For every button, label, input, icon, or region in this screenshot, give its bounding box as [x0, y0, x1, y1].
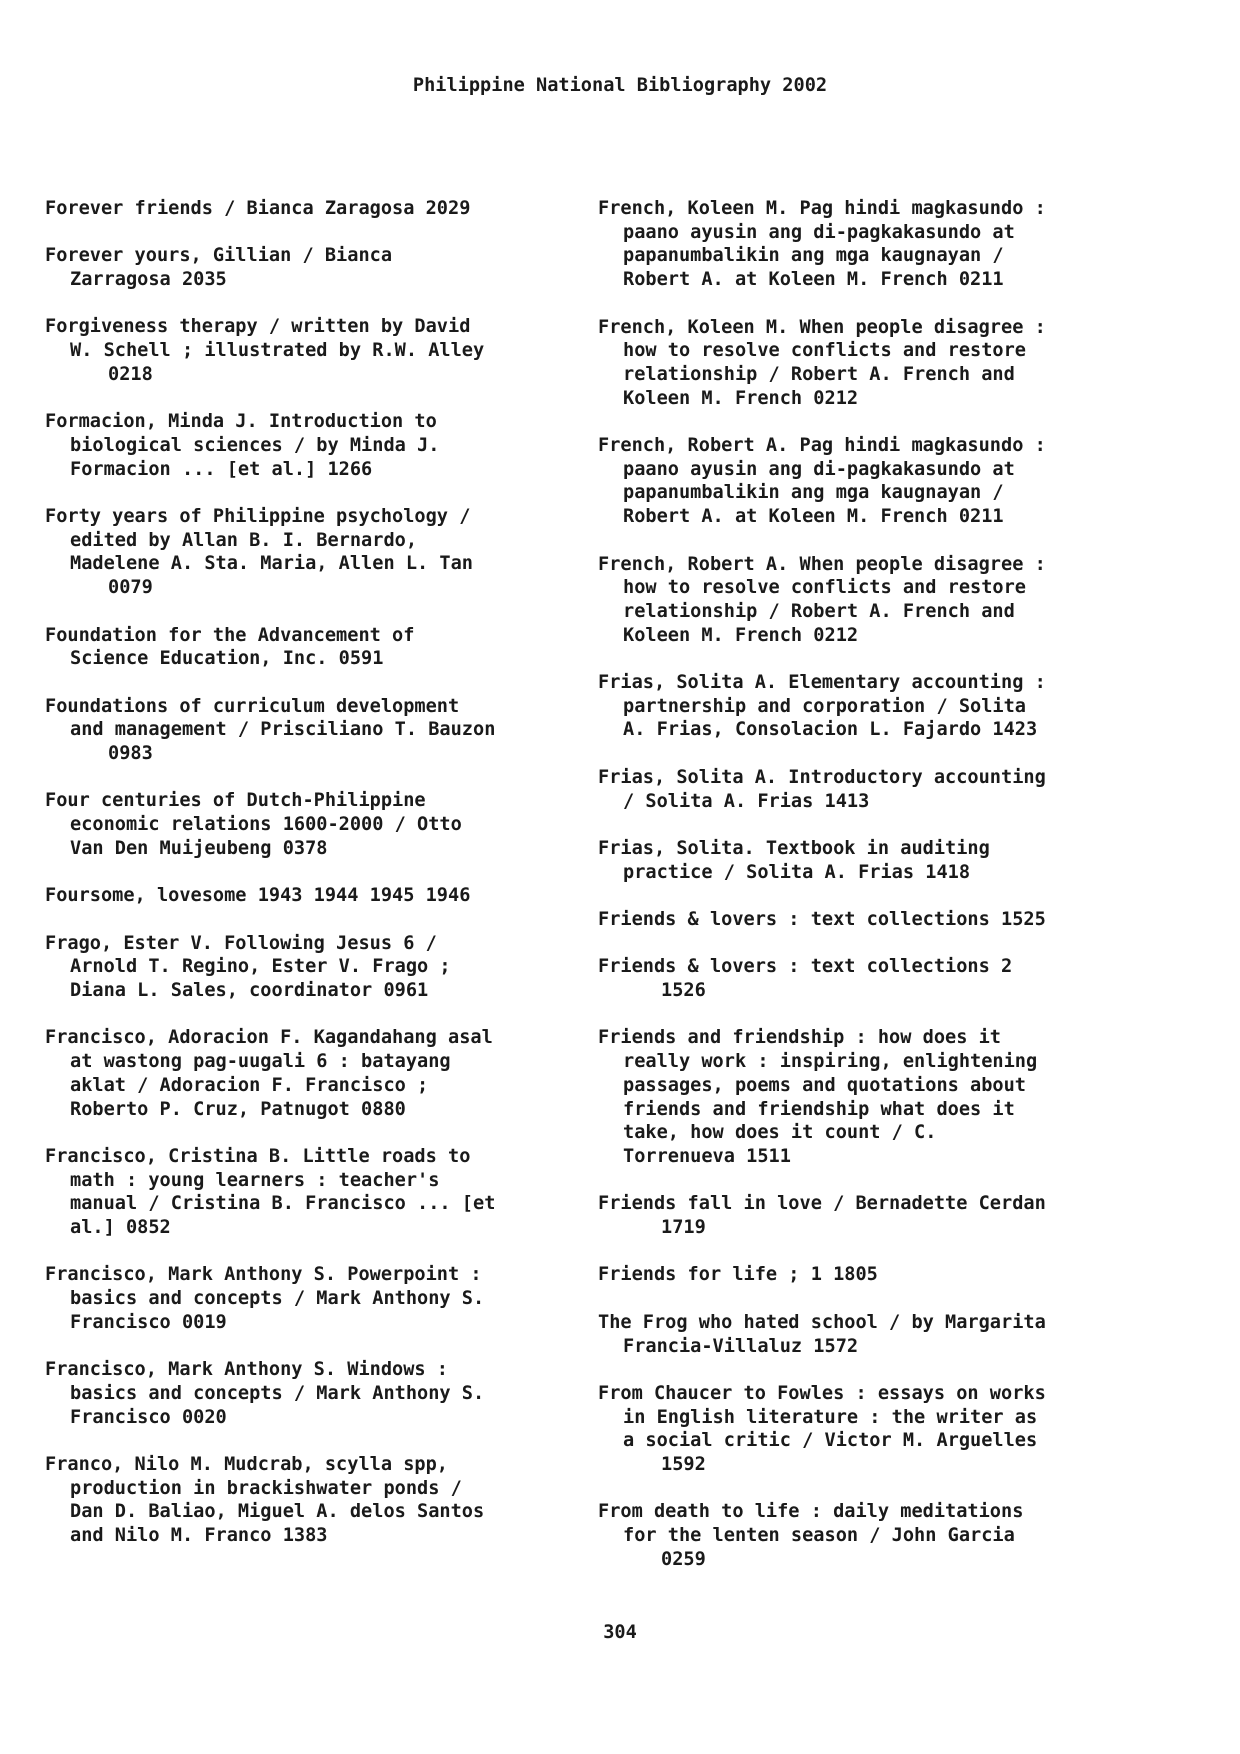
index-entry — [45, 410, 605, 481]
entry-heading-line: Franco, Nilo M. Mudcrab, scylla spp, — [45, 1454, 448, 1476]
entry-continuation-line: A. Frias, Consolacion L. Fajardo 1423 — [623, 719, 1038, 741]
entry-continuation-line: 1719 — [661, 1217, 706, 1239]
entry-continuation-line: and management / Prisciliano T. Bauzon — [70, 719, 496, 741]
entry-continuation-line: partnership and corporation / Solita — [623, 695, 1026, 717]
index-entry — [598, 316, 1158, 411]
entry-heading-line: Forever friends / Bianca Zaragosa 2029 — [45, 198, 471, 219]
entry-continuation-line: biological sciences / by Minda J. — [70, 434, 440, 456]
entry-heading-line: French, Koleen M. Pag hindi magkasundo : — [598, 198, 1046, 219]
entry-heading-line: Frias, Solita A. Introductory accounting — [598, 766, 1046, 788]
index-entry — [598, 553, 1158, 648]
entry-continuation-line: how to resolve conflicts and restore — [623, 340, 1026, 362]
index-entry — [45, 505, 605, 600]
entry-continuation-line: in English literature : the writer as — [623, 1406, 1038, 1428]
entry-continuation-line: 1526 — [661, 980, 706, 1002]
index-entry — [45, 1453, 605, 1548]
index-entry — [598, 908, 1158, 932]
entry-heading-line: French, Koleen M. When people disagree : — [598, 316, 1046, 338]
entry-continuation-line: W. Schell ; illustrated by R.W. Alley — [70, 340, 485, 362]
index-entry — [598, 1311, 1158, 1358]
entry-continuation-line: Madelene A. Sta. Maria, Allen L. Tan — [70, 553, 473, 575]
entry-continuation-line: Francisco 0020 — [70, 1406, 227, 1428]
entry-continuation-line: passages, poems and quotations about — [623, 1074, 1026, 1096]
index-entry — [598, 434, 1158, 529]
index-entry — [598, 1263, 1158, 1287]
entry-continuation-line: production in brackishwater ponds / — [70, 1477, 462, 1499]
entry-continuation-line: Science Education, Inc. 0591 — [70, 648, 384, 670]
page-number: 304 — [603, 1622, 637, 1643]
entry-heading-line: From death to life : daily meditations — [598, 1501, 1024, 1523]
entry-continuation-line: basics and concepts / Mark Anthony S. — [70, 1288, 485, 1310]
entry-heading-line: French, Robert A. Pag hindi magkasundo : — [598, 435, 1046, 456]
entry-heading-line: Forever yours, Gillian / Bianca — [45, 245, 393, 267]
index-entry — [598, 955, 1158, 1002]
entry-heading-line: From Chaucer to Fowles : essays on works — [598, 1382, 1046, 1404]
entry-continuation-line: Dan D. Baliao, Miguel A. delos Santos — [70, 1501, 485, 1523]
entry-heading-line: Foundations of curriculum development — [45, 695, 460, 717]
entry-continuation-line: Zarragosa 2035 — [70, 269, 227, 291]
index-column-right — [598, 197, 1158, 1595]
index-entry — [45, 1026, 605, 1121]
entry-continuation-line: relationship / Robert A. French and — [623, 363, 1015, 385]
entry-continuation-line: / Solita A. Frias 1413 — [623, 790, 870, 812]
entry-heading-line: Friends fall in love / Bernadette Cerdan — [598, 1193, 1046, 1215]
entry-heading-line: Frias, Solita. Textbook in auditing — [598, 837, 990, 859]
entry-continuation-line: Robert A. at Koleen M. French 0211 — [623, 506, 1004, 528]
entry-continuation-line: al.] 0852 — [70, 1217, 171, 1239]
entry-continuation-line: friends and friendship what does it — [623, 1098, 1015, 1120]
index-entry — [45, 1358, 605, 1429]
entry-heading-line: Francisco, Mark Anthony S. Powerpoint : — [45, 1264, 482, 1286]
entry-heading-line: Francisco, Adoracion F. Kagandahang asal — [45, 1027, 493, 1049]
entry-heading-line: Four centuries of Dutch-Philippine — [45, 790, 426, 812]
index-entry — [45, 1263, 605, 1334]
index-entry — [45, 244, 605, 291]
entry-continuation-line: for the lenten season / John Garcia — [623, 1525, 1015, 1547]
entry-continuation-line: Francisco 0019 — [70, 1311, 227, 1333]
index-entry — [598, 1382, 1158, 1477]
entry-continuation-line: Francia-Villaluz 1572 — [623, 1335, 859, 1357]
entry-continuation-line: Formacion ... [et al.] 1266 — [70, 458, 373, 480]
entry-continuation-line: Diana L. Sales, coordinator 0961 — [70, 980, 429, 1002]
index-entry — [45, 695, 605, 766]
index-entry — [45, 789, 605, 860]
index-entry — [598, 766, 1158, 813]
entry-heading-line: Forty years of Philippine psychology / — [45, 506, 471, 528]
entry-continuation-line: 0259 — [661, 1548, 706, 1570]
entry-continuation-line: manual / Cristina B. Francisco ... [et — [70, 1193, 496, 1215]
entry-heading-line: The Frog who hated school / by Margarita — [598, 1311, 1046, 1333]
entry-heading-line: Francisco, Mark Anthony S. Windows : — [45, 1359, 448, 1381]
entry-continuation-line: Robert A. at Koleen M. French 0211 — [623, 269, 1004, 291]
entry-continuation-line: Arnold T. Regino, Ester V. Frago ; — [70, 956, 451, 978]
entry-heading-line: Friends and friendship : how does it — [598, 1027, 1001, 1049]
entry-continuation-line: Koleen M. French 0212 — [623, 387, 859, 409]
entry-heading-line: Friends & lovers : text collections 2 — [598, 956, 1013, 978]
entry-continuation-line: 0218 — [108, 363, 153, 385]
entry-continuation-line: papanumbalikin ang mga kaugnayan / — [623, 245, 1004, 267]
entry-heading-line: French, Robert A. When people disagree : — [598, 553, 1046, 575]
index-entry — [45, 197, 605, 221]
entry-continuation-line: practice / Solita A. Frias 1418 — [623, 861, 971, 883]
entry-continuation-line: math : young learners : teacher's — [70, 1169, 440, 1191]
index-column-left — [45, 197, 605, 1572]
entry-heading-line: Friends & lovers : text collections 1525 — [598, 908, 1046, 930]
entry-continuation-line: 0079 — [108, 577, 153, 599]
index-entry — [598, 1500, 1158, 1571]
entry-heading-line: Formacion, Minda J. Introduction to — [45, 411, 437, 433]
entry-continuation-line: papanumbalikin ang mga kaugnayan / — [623, 482, 1004, 504]
entry-continuation-line: economic relations 1600-2000 / Otto — [70, 814, 462, 836]
entry-continuation-line: paano ayusin ang di-pagkakasundo at — [623, 458, 1015, 480]
entry-continuation-line: paano ayusin ang di-pagkakasundo at — [623, 221, 1015, 243]
entry-continuation-line: 0983 — [108, 743, 153, 765]
entry-heading-line: Foundation for the Advancement of — [45, 624, 415, 646]
entry-continuation-line: relationship / Robert A. French and — [623, 600, 1015, 622]
entry-continuation-line: really work : inspiring, enlightening — [623, 1051, 1038, 1073]
entry-continuation-line: Roberto P. Cruz, Patnugot 0880 — [70, 1098, 406, 1120]
entry-continuation-line: how to resolve conflicts and restore — [623, 577, 1026, 599]
entry-continuation-line: a social critic / Victor M. Arguelles — [623, 1430, 1038, 1452]
index-entry — [598, 197, 1158, 292]
entry-continuation-line: and Nilo M. Franco 1383 — [70, 1525, 328, 1547]
entry-continuation-line: Torrenueva 1511 — [623, 1145, 791, 1167]
entry-heading-line: Friends for life ; 1 1805 — [598, 1264, 878, 1286]
index-entry — [45, 624, 605, 671]
entry-heading-line: Forgiveness therapy / written by David — [45, 316, 471, 338]
entry-continuation-line: aklat / Adoracion F. Francisco ; — [70, 1074, 429, 1096]
entry-continuation-line: Van Den Muijeubeng 0378 — [70, 837, 328, 859]
entry-heading-line: Frias, Solita A. Elementary accounting : — [598, 672, 1046, 693]
entry-continuation-line: 1592 — [661, 1454, 706, 1476]
entry-heading-line: Francisco, Cristina B. Little roads to — [45, 1145, 471, 1167]
index-entry — [45, 1145, 605, 1240]
entry-continuation-line: take, how does it count / C. — [623, 1122, 937, 1144]
index-entry — [598, 1026, 1158, 1168]
index-entry — [45, 315, 605, 386]
index-entry — [45, 932, 605, 1003]
index-entry — [598, 1192, 1158, 1239]
index-entry — [598, 671, 1158, 742]
running-head: Philippine National Bibliography 2002 — [412, 75, 828, 96]
entry-continuation-line: Koleen M. French 0212 — [623, 624, 859, 646]
entry-continuation-line: edited by Allan B. I. Bernardo, — [70, 529, 418, 551]
entry-heading-line: Foursome, lovesome 1943 1944 1945 1946 — [45, 885, 471, 907]
entry-heading-line: Frago, Ester V. Following Jesus 6 / — [45, 932, 437, 954]
entry-continuation-line: at wastong pag-uugali 6 : batayang — [70, 1051, 451, 1073]
index-entry — [45, 884, 605, 908]
entry-continuation-line: basics and concepts / Mark Anthony S. — [70, 1382, 485, 1404]
index-entry — [598, 837, 1158, 884]
